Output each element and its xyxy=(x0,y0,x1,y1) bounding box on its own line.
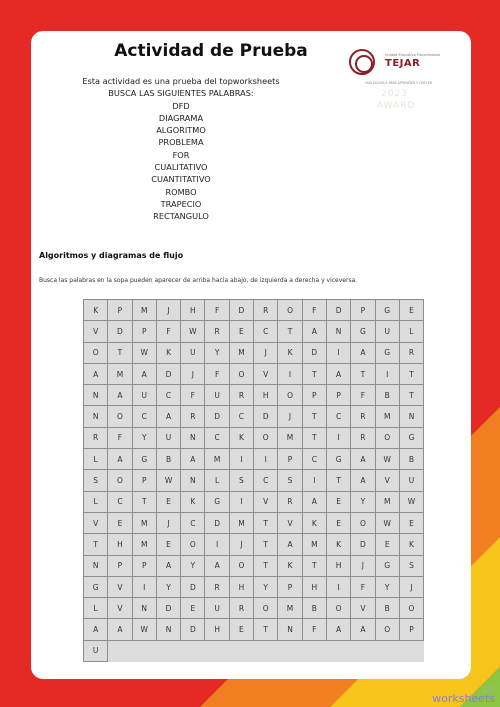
grid-cell[interactable]: V xyxy=(254,492,278,513)
grid-cell[interactable]: O xyxy=(108,406,132,427)
grid-cell[interactable]: U xyxy=(376,321,400,342)
grid-cell[interactable]: D xyxy=(181,577,205,598)
worksheets-watermark: worksheets xyxy=(432,692,495,705)
instructions-text: Busca las palabras en la sopa pueden aparecer de arriba hacia abajo, de izquierda a derecha y viceversa. xyxy=(39,277,358,284)
grid-cell[interactable]: T xyxy=(254,534,278,555)
grid-cell[interactable]: J xyxy=(278,406,302,427)
grid-cell[interactable]: N xyxy=(181,428,205,449)
grid-cell[interactable]: C xyxy=(254,470,278,491)
grid-cell[interactable]: O xyxy=(278,385,302,406)
grid-cell[interactable]: M xyxy=(278,428,302,449)
grid-cell[interactable]: U xyxy=(205,598,229,619)
grid-cell[interactable]: T xyxy=(84,534,108,555)
grid-cell[interactable]: G xyxy=(327,449,351,470)
grid-cell[interactable]: P xyxy=(133,321,157,342)
grid-cell[interactable]: Y xyxy=(157,577,181,598)
grid-cell[interactable]: A xyxy=(108,449,132,470)
grid-cell[interactable]: P xyxy=(108,300,132,321)
grid-cell[interactable]: E xyxy=(400,513,424,534)
grid-cell[interactable]: R xyxy=(351,406,375,427)
grid-cell[interactable]: T xyxy=(108,343,132,364)
grid-cell[interactable]: K xyxy=(400,534,424,555)
grid-cell[interactable]: A xyxy=(181,449,205,470)
grid-cell[interactable]: Y xyxy=(133,428,157,449)
grid-cell[interactable]: D xyxy=(157,598,181,619)
logo-brand: TEJAR xyxy=(385,58,421,69)
word-list-item: TRAPECIO xyxy=(160,198,202,209)
grid-cell[interactable]: K xyxy=(157,343,181,364)
grid-cell[interactable]: O xyxy=(84,343,108,364)
grid-cell[interactable]: M xyxy=(205,449,229,470)
grid-cell[interactable]: J xyxy=(157,300,181,321)
grid-cell[interactable]: M xyxy=(230,513,254,534)
grid-cell[interactable]: H xyxy=(108,534,132,555)
grid-cell[interactable]: W xyxy=(157,470,181,491)
grid-cell[interactable]: B xyxy=(303,598,327,619)
intro-text xyxy=(31,75,331,223)
grid-cell[interactable]: Y xyxy=(181,556,205,577)
worksheet-page xyxy=(31,31,471,679)
grid-cell[interactable]: M xyxy=(133,513,157,534)
grid-cell[interactable]: M xyxy=(278,598,302,619)
grid-cell[interactable]: L xyxy=(84,598,108,619)
grid-cell[interactable]: U xyxy=(157,428,181,449)
grid-cell[interactable]: N xyxy=(278,619,302,640)
grid-cell[interactable]: V xyxy=(108,598,132,619)
grid-cell[interactable]: K xyxy=(181,492,205,513)
grid-cell[interactable]: P xyxy=(108,556,132,577)
grid-cell[interactable]: K xyxy=(230,428,254,449)
grid-cell[interactable]: W xyxy=(181,321,205,342)
grid-cell[interactable]: C xyxy=(205,428,229,449)
word-list-item: ALGORITMO xyxy=(156,125,206,136)
grid-cell[interactable]: U xyxy=(205,385,229,406)
grid-cell[interactable]: P xyxy=(133,470,157,491)
grid-cell[interactable]: W xyxy=(376,449,400,470)
grid-cell[interactable]: F xyxy=(205,364,229,385)
grid-cell[interactable]: T xyxy=(303,556,327,577)
grid-cell[interactable]: D xyxy=(205,513,229,534)
grid-cell[interactable]: P xyxy=(327,385,351,406)
grid-cell[interactable]: N xyxy=(84,385,108,406)
grid-cell[interactable]: N xyxy=(181,470,205,491)
grid-cell[interactable]: S xyxy=(400,556,424,577)
word-list-item: DIAGRAMA xyxy=(158,112,204,123)
grid-cell[interactable]: R xyxy=(230,385,254,406)
grid-cell[interactable]: A xyxy=(157,406,181,427)
grid-cell[interactable]: L xyxy=(84,449,108,470)
grid-cell[interactable]: H xyxy=(230,577,254,598)
logo-small-text: Unidad Educativa Fiscomisional xyxy=(385,53,441,57)
grid-cell[interactable]: E xyxy=(157,534,181,555)
grid-cell[interactable]: F xyxy=(303,300,327,321)
grid-cell[interactable]: F xyxy=(351,385,375,406)
grid-cell[interactable]: O xyxy=(108,470,132,491)
grid-cell[interactable]: C xyxy=(230,406,254,427)
grid-cell[interactable]: K xyxy=(278,343,302,364)
grid-cell[interactable]: O xyxy=(230,556,254,577)
grid-cell[interactable]: B xyxy=(376,598,400,619)
grid-cell[interactable]: T xyxy=(278,321,302,342)
grid-cell[interactable]: O xyxy=(278,300,302,321)
grid-cell[interactable]: T xyxy=(400,364,424,385)
grid-cell[interactable]: V xyxy=(351,598,375,619)
grid-cell[interactable]: B xyxy=(157,449,181,470)
grid-cell[interactable]: N xyxy=(157,619,181,640)
grid-cell[interactable]: I xyxy=(376,364,400,385)
grid-cell[interactable]: T xyxy=(351,364,375,385)
grid-cell[interactable]: I xyxy=(327,577,351,598)
grid-cell[interactable]: N xyxy=(84,406,108,427)
grid-cell[interactable]: R xyxy=(278,492,302,513)
grid-cell[interactable]: V xyxy=(376,470,400,491)
grid-cell[interactable]: M xyxy=(303,534,327,555)
grid-cell[interactable]: N xyxy=(400,406,424,427)
grid-cell[interactable]: M xyxy=(133,534,157,555)
logo-emblem-icon xyxy=(349,49,375,75)
word-list-item: FOR xyxy=(172,149,190,160)
grid-cell[interactable]: P xyxy=(133,556,157,577)
grid-cell[interactable]: A xyxy=(351,619,375,640)
grid-cell[interactable]: I xyxy=(230,492,254,513)
grid-cell[interactable]: R xyxy=(230,598,254,619)
grid-cell[interactable]: D xyxy=(157,364,181,385)
grid-cell[interactable]: J xyxy=(254,343,278,364)
grid-cell[interactable]: M xyxy=(108,364,132,385)
grid-cell[interactable]: E xyxy=(230,321,254,342)
grid-cell[interactable]: O xyxy=(376,428,400,449)
grid-cell[interactable]: T xyxy=(400,385,424,406)
grid-cell[interactable]: F xyxy=(303,619,327,640)
grid-cell[interactable]: E xyxy=(400,300,424,321)
grid-cell[interactable]: R xyxy=(205,321,229,342)
grid-cell[interactable]: T xyxy=(254,619,278,640)
grid-cell[interactable]: E xyxy=(327,492,351,513)
grid-cell[interactable]: D xyxy=(108,321,132,342)
grid-cell[interactable]: E xyxy=(230,619,254,640)
grid-cell[interactable]: E xyxy=(181,598,205,619)
grid-cell[interactable]: R xyxy=(254,300,278,321)
grid-cell[interactable]: H xyxy=(181,300,205,321)
grid-cell[interactable]: A xyxy=(351,343,375,364)
grid-cell[interactable]: H xyxy=(205,619,229,640)
grid-cell[interactable]: F xyxy=(351,577,375,598)
grid-cell[interactable]: H xyxy=(303,577,327,598)
grid-cell[interactable]: Y xyxy=(376,577,400,598)
grid-cell[interactable]: M xyxy=(376,406,400,427)
grid-cell[interactable]: I xyxy=(327,343,351,364)
grid-cell[interactable]: I xyxy=(133,577,157,598)
grid-cell[interactable]: R xyxy=(400,343,424,364)
grid-cell[interactable]: H xyxy=(327,556,351,577)
grid-cell[interactable]: T xyxy=(254,556,278,577)
grid-cell[interactable]: C xyxy=(327,406,351,427)
grid-cell[interactable]: B xyxy=(400,449,424,470)
grid-cell[interactable]: P xyxy=(303,385,327,406)
grid-cell[interactable]: K xyxy=(84,300,108,321)
grid-cell[interactable]: O xyxy=(254,598,278,619)
section-title: Algoritmos y diagramas de flujo xyxy=(39,251,184,260)
grid-cell[interactable]: Y xyxy=(205,343,229,364)
grid-cell[interactable]: W xyxy=(400,492,424,513)
grid-cell[interactable]: W xyxy=(376,513,400,534)
grid-cell[interactable]: J xyxy=(157,513,181,534)
grid-cell[interactable]: T xyxy=(303,406,327,427)
grid-cell[interactable]: A xyxy=(157,556,181,577)
grid-cell[interactable]: J xyxy=(181,364,205,385)
grid-cell[interactable]: C xyxy=(254,321,278,342)
grid-cell[interactable]: K xyxy=(327,534,351,555)
grid-cell[interactable]: O xyxy=(230,364,254,385)
grid-cell[interactable]: A xyxy=(133,364,157,385)
grid-cell[interactable]: I xyxy=(278,364,302,385)
grid-cell[interactable]: L xyxy=(84,492,108,513)
grid-cell[interactable]: C xyxy=(181,513,205,534)
grid-cell[interactable]: Y xyxy=(351,492,375,513)
grid-cell[interactable]: A xyxy=(351,470,375,491)
grid-cell[interactable]: G xyxy=(205,492,229,513)
grid-cell[interactable]: C xyxy=(157,385,181,406)
grid-cell[interactable]: E xyxy=(376,534,400,555)
grid-cell[interactable]: V xyxy=(254,364,278,385)
grid-cell[interactable]: A xyxy=(108,619,132,640)
grid-cell[interactable]: F xyxy=(157,321,181,342)
grid-cell[interactable]: N xyxy=(133,598,157,619)
grid-cell[interactable]: T xyxy=(254,513,278,534)
grid-cell[interactable]: A xyxy=(205,556,229,577)
grid-cell[interactable]: E xyxy=(327,513,351,534)
page-title: Actividad de Prueba xyxy=(114,41,308,61)
grid-cell[interactable]: M xyxy=(376,492,400,513)
grid-cell[interactable]: T xyxy=(303,428,327,449)
grid-cell[interactable]: P xyxy=(278,449,302,470)
grid-cell[interactable]: V xyxy=(84,321,108,342)
grid-cell[interactable]: O xyxy=(254,428,278,449)
grid-cell[interactable]: G xyxy=(376,343,400,364)
grid-cell[interactable]: C xyxy=(108,492,132,513)
grid-cell[interactable]: A xyxy=(303,492,327,513)
grid-cell[interactable]: P xyxy=(351,300,375,321)
grid-cell[interactable]: C xyxy=(303,449,327,470)
grid-cell[interactable]: D xyxy=(230,300,254,321)
grid-cell[interactable]: D xyxy=(181,619,205,640)
grid-cell[interactable]: S xyxy=(278,470,302,491)
grid-cell[interactable]: G xyxy=(133,449,157,470)
grid-cell[interactable]: G xyxy=(351,321,375,342)
grid-cell[interactable]: J xyxy=(400,577,424,598)
grid-cell[interactable]: F xyxy=(205,300,229,321)
grid-cell[interactable]: D xyxy=(205,406,229,427)
grid-cell[interactable]: A xyxy=(108,385,132,406)
grid-cell[interactable]: T xyxy=(133,492,157,513)
grid-cell[interactable]: J xyxy=(351,556,375,577)
grid-cell[interactable]: G xyxy=(376,556,400,577)
grid-cell[interactable]: V xyxy=(278,513,302,534)
grid-cell[interactable]: Y xyxy=(254,577,278,598)
grid-cell[interactable]: G xyxy=(84,577,108,598)
grid-cell[interactable]: I xyxy=(205,534,229,555)
grid-cell[interactable]: I xyxy=(254,449,278,470)
grid-cell[interactable]: L xyxy=(205,470,229,491)
grid-cell[interactable]: D xyxy=(303,343,327,364)
word-list-item: RECTANGULO xyxy=(153,211,209,222)
grid-cell[interactable]: F xyxy=(108,428,132,449)
grid-cell[interactable]: A xyxy=(84,619,108,640)
grid-cell[interactable]: A xyxy=(84,364,108,385)
grid-cell[interactable]: M xyxy=(230,343,254,364)
intro-line: BUSCA LAS SIGUIENTES PALABRAS: xyxy=(108,88,254,99)
grid-cell[interactable]: A xyxy=(278,534,302,555)
word-list-item: DFD xyxy=(172,100,190,111)
grid-cell[interactable]: U xyxy=(133,385,157,406)
grid-cell[interactable]: O xyxy=(376,619,400,640)
grid-cell[interactable]: U xyxy=(84,641,108,662)
grid-cell[interactable]: M xyxy=(133,300,157,321)
grid-cell[interactable]: D xyxy=(351,534,375,555)
grid-cell[interactable]: R xyxy=(84,428,108,449)
grid-cell[interactable]: S xyxy=(84,470,108,491)
word-list-item: CUANTITATIVO xyxy=(151,174,211,185)
logo-tagline: UNA ESCUELA PARA APRENDER Y CRECER xyxy=(365,81,433,85)
word-list-item: ROMBO xyxy=(165,186,197,197)
grid-cell[interactable]: A xyxy=(327,619,351,640)
intro-line: Esta actividad es una prueba del topworksheets xyxy=(82,76,280,86)
grid-cell[interactable]: O xyxy=(181,534,205,555)
grid-cell[interactable]: H xyxy=(254,385,278,406)
grid-cell[interactable]: F xyxy=(181,385,205,406)
grid-cell[interactable]: O xyxy=(327,598,351,619)
grid-cell[interactable]: G xyxy=(376,300,400,321)
grid-cell[interactable]: O xyxy=(400,598,424,619)
grid-cell[interactable]: U xyxy=(400,470,424,491)
grid-cell[interactable]: A xyxy=(327,364,351,385)
grid-cell[interactable]: D xyxy=(254,406,278,427)
grid-cell[interactable]: T xyxy=(303,364,327,385)
grid-cell[interactable]: O xyxy=(351,513,375,534)
grid-cell[interactable]: E xyxy=(157,492,181,513)
grid-cell[interactable]: I xyxy=(303,470,327,491)
grid-cell[interactable]: C xyxy=(133,406,157,427)
grid-cell[interactable]: P xyxy=(278,577,302,598)
grid-cell[interactable]: T xyxy=(327,470,351,491)
word-list-item: CUALITATIVO xyxy=(154,162,208,173)
grid-cell[interactable]: N xyxy=(84,556,108,577)
grid-cell[interactable]: R xyxy=(351,428,375,449)
grid-cell[interactable]: G xyxy=(400,428,424,449)
award-label: AWARD xyxy=(377,101,416,111)
word-search-grid xyxy=(83,299,424,662)
grid-cell[interactable]: V xyxy=(84,513,108,534)
school-logo xyxy=(349,47,459,127)
grid-cell[interactable]: R xyxy=(205,577,229,598)
grid-cell[interactable]: K xyxy=(303,513,327,534)
grid-cell[interactable]: L xyxy=(400,321,424,342)
grid-cell[interactable]: D xyxy=(327,300,351,321)
grid-cell[interactable]: A xyxy=(351,449,375,470)
grid-cell[interactable]: P xyxy=(400,619,424,640)
grid-cell[interactable]: I xyxy=(327,428,351,449)
grid-cell[interactable]: A xyxy=(303,321,327,342)
grid-cell[interactable]: E xyxy=(108,513,132,534)
grid-cell[interactable]: U xyxy=(181,343,205,364)
grid-cell[interactable]: W xyxy=(133,619,157,640)
grid-cell[interactable]: R xyxy=(181,406,205,427)
grid-cell[interactable]: W xyxy=(133,343,157,364)
page-number: 1/1 xyxy=(482,685,494,693)
word-list-item: PROBLEMA xyxy=(158,137,204,148)
grid-cell[interactable]: V xyxy=(108,577,132,598)
award-year: 2023 xyxy=(381,89,408,99)
grid-cell[interactable]: N xyxy=(327,321,351,342)
grid-cell[interactable]: K xyxy=(278,556,302,577)
grid-cell[interactable]: I xyxy=(230,449,254,470)
grid-cell[interactable]: B xyxy=(376,385,400,406)
grid-cell[interactable]: S xyxy=(230,470,254,491)
grid-cell[interactable]: J xyxy=(230,534,254,555)
